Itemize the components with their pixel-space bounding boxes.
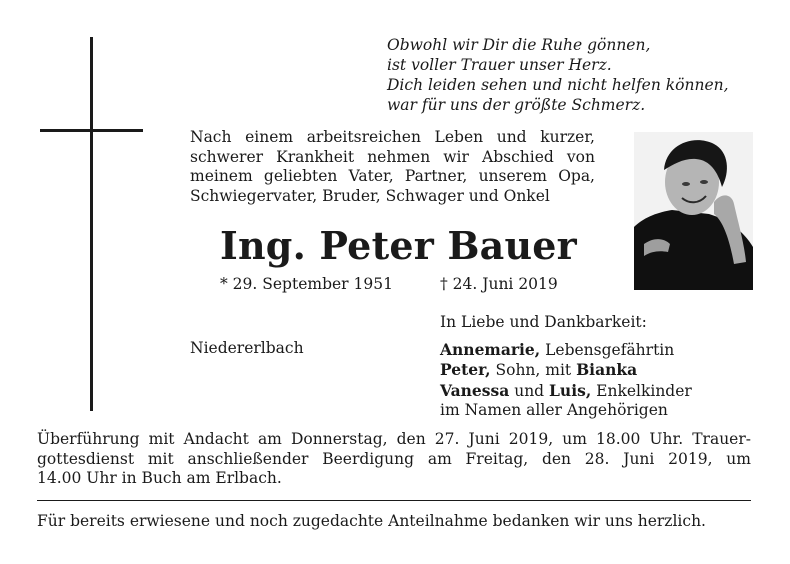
intro-line: meinem geliebten Vater, Partner, unserem Opa, (190, 167, 595, 185)
mourner-line (440, 340, 692, 361)
hometown: Niedererlbach (190, 339, 304, 357)
intro-line: schwerer Krankheit nehmen wir Abschied von (190, 147, 595, 166)
poem-line: ist voller Trauer unser Herz. (387, 56, 612, 74)
mourners-list (440, 313, 692, 421)
poem-line: war für uns der größte Schmerz. (387, 96, 646, 114)
mourner-line: im Namen aller Angehörigen (440, 401, 668, 419)
deceased-name: Ing. Peter Bauer (220, 223, 577, 268)
divider (37, 500, 751, 501)
funeral-line: Überführung mit Andacht am Donnerstag, den 27. Juni 2019, um 18.00 Uhr. Trauer- (37, 430, 751, 448)
portrait-image (634, 132, 753, 290)
death-date: † 24. Juni 2019 (440, 275, 558, 293)
mourner-name: Bianka (576, 360, 638, 379)
mourner-relation: Enkelkinder (591, 381, 692, 400)
mourner-name: Vanessa (440, 380, 510, 400)
intro-text (190, 128, 595, 206)
intro-line: Nach einem arbeitsreichen Leben und kurzer, (190, 128, 595, 146)
mourner-name: Luis, (549, 380, 592, 400)
mourners-heading: In Liebe und Dankbarkeit: (440, 313, 647, 331)
intro-line: Schwiegervater, Bruder, Schwager und Onkel (190, 186, 550, 205)
mourner-conjunction: und (509, 381, 550, 400)
thanks-note: Für bereits erwiesene und noch zugedachte Anteilnahme bedanken wir uns herzlich. (37, 512, 706, 530)
funeral-line: gottesdienst mit anschließender Beerdigung am Freitag, den 28. Juni 2019, um (37, 449, 751, 468)
mourner-name: Annemarie, (440, 339, 541, 359)
mourner-name: Peter, (440, 360, 491, 379)
mourner-relation: Lebensgefährtin (540, 340, 675, 359)
mourner-line (440, 381, 692, 402)
funeral-line: 14.00 Uhr in Buch am Erlbach. (37, 469, 282, 487)
poem-line: Obwohl wir Dir die Ruhe gönnen, (387, 36, 651, 54)
portrait-photo (634, 132, 753, 290)
cross-horizontal-bar (40, 129, 143, 132)
cross-vertical-bar (90, 37, 93, 411)
birth-date: * 29. September 1951 (220, 275, 393, 293)
mourner-line (440, 360, 692, 381)
funeral-info (37, 430, 751, 489)
poem-line: Dich leiden sehen und nicht helfen können, (387, 76, 729, 94)
poem (387, 35, 767, 115)
mourner-relation: Sohn, mit (490, 361, 577, 379)
